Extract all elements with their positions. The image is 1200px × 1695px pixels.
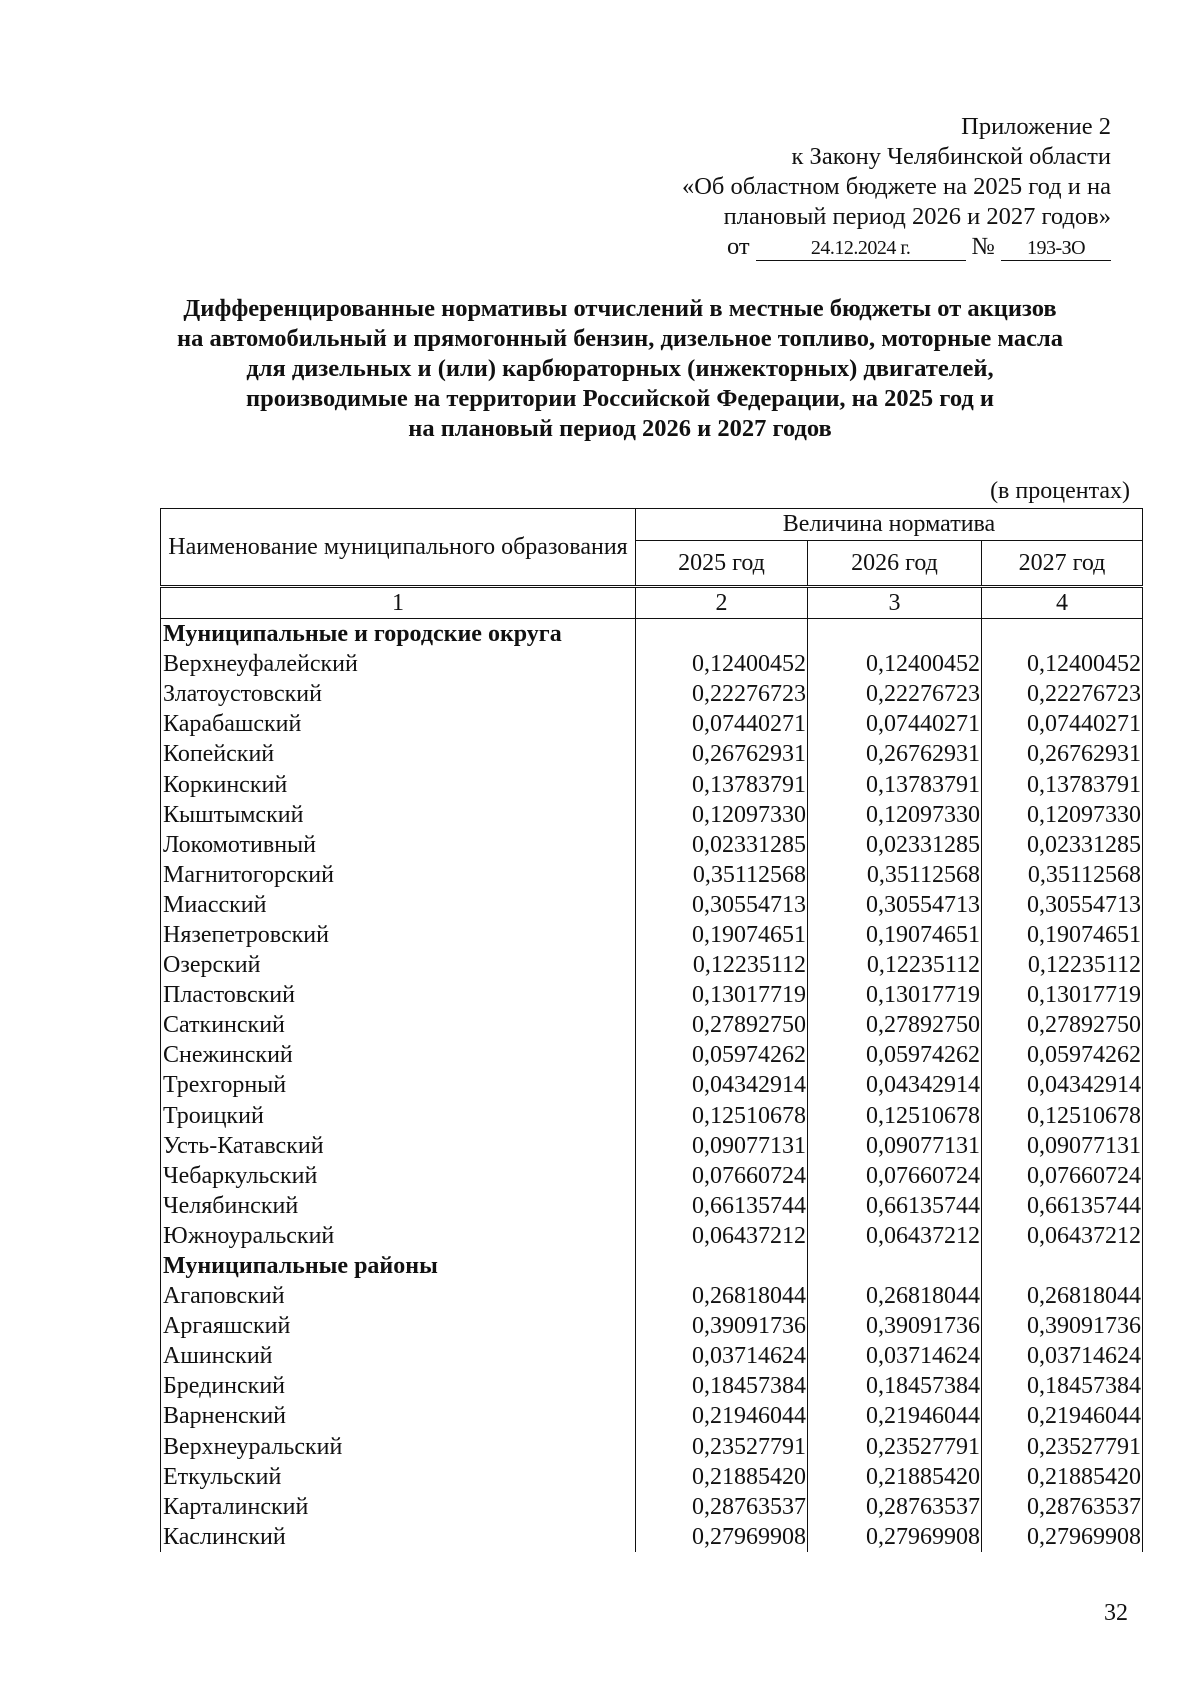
table-row xyxy=(161,649,1143,679)
norm-value-2027: 0,39091736 xyxy=(982,1311,1143,1341)
norm-value-2026: 0,39091736 xyxy=(808,1311,982,1341)
table-row xyxy=(161,1070,1143,1100)
norm-value-2027: 0,12097330 xyxy=(982,800,1143,830)
table-row xyxy=(161,1221,1143,1251)
municipality-name: Миасский xyxy=(161,890,636,920)
norm-value-2025: 0,26818044 xyxy=(636,1281,808,1311)
table-row xyxy=(161,830,1143,860)
appendix-line-4: плановый период 2026 и 2027 годов» xyxy=(723,203,1111,230)
table-row xyxy=(161,1492,1143,1522)
norm-value-2027: 0,35112568 xyxy=(982,860,1143,890)
norm-value-2027: 0,18457384 xyxy=(982,1371,1143,1401)
norm-value-2026: 0,18457384 xyxy=(808,1371,982,1401)
norm-value-2025: 0,13783791 xyxy=(636,769,808,799)
municipality-name: Усть-Катавский xyxy=(161,1131,636,1161)
section-title: Муниципальные районы xyxy=(161,1251,636,1281)
municipality-name: Златоустовский xyxy=(161,679,636,709)
municipality-name: Нязепетровский xyxy=(161,920,636,950)
table-row xyxy=(161,709,1143,739)
norm-value-2026: 0,26762931 xyxy=(808,739,982,769)
norm-value-2025: 0,30554713 xyxy=(636,890,808,920)
table-row xyxy=(161,800,1143,830)
table-row xyxy=(161,1432,1143,1462)
norm-value-2027: 0,22276723 xyxy=(982,679,1143,709)
norm-value-2025: 0,23527791 xyxy=(636,1432,808,1462)
municipality-name: Кыштымский xyxy=(161,800,636,830)
municipality-name: Пластовский xyxy=(161,980,636,1010)
law-number: 193-ЗО xyxy=(1001,236,1111,261)
municipality-name: Агаповский xyxy=(161,1281,636,1311)
municipality-name: Челябинский xyxy=(161,1191,636,1221)
norm-value-2027: 0,09077131 xyxy=(982,1131,1143,1161)
municipality-name: Коркинский xyxy=(161,769,636,799)
norm-value-2027: 0,27969908 xyxy=(982,1522,1143,1552)
norm-value-2026: 0,12510678 xyxy=(808,1101,982,1131)
norm-value-2026: 0,27892750 xyxy=(808,1010,982,1040)
norm-value-2025: 0,26762931 xyxy=(636,739,808,769)
column-number: 3 xyxy=(808,587,982,619)
norm-value-2026: 0,26818044 xyxy=(808,1281,982,1311)
table-row xyxy=(161,1131,1143,1161)
municipality-name: Каслинский xyxy=(161,1522,636,1552)
title-line-4: производимые на территории Российской Федерации, на 2025 год и xyxy=(246,385,994,412)
municipality-name: Копейский xyxy=(161,739,636,769)
norm-value-2026: 0,66135744 xyxy=(808,1191,982,1221)
norm-value-2025: 0,07660724 xyxy=(636,1161,808,1191)
table-row xyxy=(161,1311,1143,1341)
norm-value-2026: 0,22276723 xyxy=(808,679,982,709)
table-row xyxy=(161,1371,1143,1401)
table-row xyxy=(161,890,1143,920)
document-title xyxy=(140,294,1100,444)
municipality-name: Трехгорный xyxy=(161,1070,636,1100)
table-body xyxy=(161,619,1143,1552)
table-row xyxy=(161,1040,1143,1070)
norm-value-2025: 0,39091736 xyxy=(636,1311,808,1341)
norm-value-2025: 0,12235112 xyxy=(636,950,808,980)
norm-value-2027: 0,03714624 xyxy=(982,1341,1143,1371)
table-row xyxy=(161,1191,1143,1221)
norm-value-2025: 0,22276723 xyxy=(636,679,808,709)
norm-value-2026: 0,13783791 xyxy=(808,769,982,799)
municipality-name: Верхнеуфалейский xyxy=(161,649,636,679)
header-year-2027: 2027 год xyxy=(982,541,1143,587)
norm-value-2025: 0,07440271 xyxy=(636,709,808,739)
norm-value-2027: 0,12510678 xyxy=(982,1101,1143,1131)
norm-value-2026: 0,07440271 xyxy=(808,709,982,739)
section-row xyxy=(161,1251,1143,1281)
norm-value-2025: 0,35112568 xyxy=(636,860,808,890)
norm-value-2027: 0,19074651 xyxy=(982,920,1143,950)
column-number: 1 xyxy=(161,587,636,619)
municipality-name: Локомотивный xyxy=(161,830,636,860)
norm-value-2027 xyxy=(982,1251,1143,1281)
norm-value-2025: 0,12510678 xyxy=(636,1101,808,1131)
appendix-line-1: Приложение 2 xyxy=(961,113,1111,140)
norm-value-2025: 0,04342914 xyxy=(636,1070,808,1100)
number-prefix: № xyxy=(971,233,995,260)
table-row xyxy=(161,920,1143,950)
title-line-5: на плановый период 2026 и 2027 годов xyxy=(408,415,832,442)
norm-value-2026: 0,05974262 xyxy=(808,1040,982,1070)
norm-value-2027 xyxy=(982,619,1143,650)
municipality-name: Южноуральский xyxy=(161,1221,636,1251)
norm-value-2025: 0,09077131 xyxy=(636,1131,808,1161)
norm-value-2025: 0,05974262 xyxy=(636,1040,808,1070)
table-row xyxy=(161,1341,1143,1371)
norm-value-2027: 0,23527791 xyxy=(982,1432,1143,1462)
title-line-1: Дифференцированные нормативы отчислений в местные бюджеты от акцизов xyxy=(183,295,1057,322)
norm-value-2027: 0,27892750 xyxy=(982,1010,1143,1040)
norm-value-2025: 0,27892750 xyxy=(636,1010,808,1040)
norm-value-2026: 0,12235112 xyxy=(808,950,982,980)
norm-value-2026 xyxy=(808,619,982,650)
table-row xyxy=(161,1281,1143,1311)
norm-value-2026: 0,04342914 xyxy=(808,1070,982,1100)
law-date: 24.12.2024 г. xyxy=(756,236,966,261)
norm-value-2027: 0,21885420 xyxy=(982,1462,1143,1492)
column-number: 4 xyxy=(982,587,1143,619)
norm-value-2027: 0,04342914 xyxy=(982,1070,1143,1100)
norm-value-2027: 0,07660724 xyxy=(982,1161,1143,1191)
appendix-header xyxy=(682,112,1111,262)
norm-value-2025: 0,12097330 xyxy=(636,800,808,830)
section-title: Муниципальные и городские округа xyxy=(161,619,636,650)
norm-value-2027: 0,02331285 xyxy=(982,830,1143,860)
norm-value-2026: 0,12097330 xyxy=(808,800,982,830)
municipality-name: Брединский xyxy=(161,1371,636,1401)
header-norm-value: Величина норматива xyxy=(636,509,1143,541)
municipality-name: Озерский xyxy=(161,950,636,980)
table-row xyxy=(161,860,1143,890)
norm-value-2027: 0,66135744 xyxy=(982,1191,1143,1221)
municipality-name: Варненский xyxy=(161,1401,636,1431)
section-row xyxy=(161,619,1143,650)
norm-value-2026: 0,06437212 xyxy=(808,1221,982,1251)
table-row xyxy=(161,1161,1143,1191)
norm-value-2026: 0,13017719 xyxy=(808,980,982,1010)
norm-value-2025: 0,13017719 xyxy=(636,980,808,1010)
norm-value-2026 xyxy=(808,1251,982,1281)
norm-value-2025: 0,12400452 xyxy=(636,649,808,679)
norm-value-2027: 0,06437212 xyxy=(982,1221,1143,1251)
table-row xyxy=(161,950,1143,980)
title-line-3: для дизельных и (или) карбюраторных (инжекторных) двигателей, xyxy=(246,355,994,382)
title-line-2: на автомобильный и прямогонный бензин, дизельное топливо, моторные масла xyxy=(176,325,1064,352)
norm-value-2026: 0,30554713 xyxy=(808,890,982,920)
units-note: (в процентах) xyxy=(990,478,1130,504)
norm-value-2025: 0,02331285 xyxy=(636,830,808,860)
norm-value-2027: 0,28763537 xyxy=(982,1492,1143,1522)
norm-value-2026: 0,35112568 xyxy=(808,860,982,890)
norm-value-2026: 0,03714624 xyxy=(808,1341,982,1371)
municipality-name: Снежинский xyxy=(161,1040,636,1070)
municipality-name: Саткинский xyxy=(161,1010,636,1040)
norm-value-2026: 0,07660724 xyxy=(808,1161,982,1191)
norm-value-2027: 0,30554713 xyxy=(982,890,1143,920)
table-row xyxy=(161,679,1143,709)
table-row xyxy=(161,1462,1143,1492)
norm-value-2026: 0,27969908 xyxy=(808,1522,982,1552)
norms-table xyxy=(160,508,1143,1552)
municipality-name: Карталинский xyxy=(161,1492,636,1522)
municipality-name: Троицкий xyxy=(161,1101,636,1131)
norm-value-2027: 0,26762931 xyxy=(982,739,1143,769)
norm-value-2025: 0,19074651 xyxy=(636,920,808,950)
norm-value-2025: 0,27969908 xyxy=(636,1522,808,1552)
table-row xyxy=(161,739,1143,769)
norm-value-2026: 0,19074651 xyxy=(808,920,982,950)
appendix-line-2: к Закону Челябинской области xyxy=(791,143,1111,170)
table-row xyxy=(161,1010,1143,1040)
municipality-name: Верхнеуральский xyxy=(161,1432,636,1462)
municipality-name: Карабашский xyxy=(161,709,636,739)
norm-value-2025 xyxy=(636,619,808,650)
norm-value-2026: 0,09077131 xyxy=(808,1131,982,1161)
norm-value-2025: 0,66135744 xyxy=(636,1191,808,1221)
column-number: 2 xyxy=(636,587,808,619)
norm-value-2025: 0,03714624 xyxy=(636,1341,808,1371)
appendix-line-3: «Об областном бюджете на 2025 год и на xyxy=(681,173,1111,200)
norm-value-2026: 0,28763537 xyxy=(808,1492,982,1522)
norm-value-2027: 0,13783791 xyxy=(982,769,1143,799)
norm-value-2027: 0,21946044 xyxy=(982,1401,1143,1431)
header-year-2025: 2025 год xyxy=(636,541,808,587)
municipality-name: Еткульский xyxy=(161,1462,636,1492)
header-municipality: Наименование муниципального образования xyxy=(161,509,636,587)
municipality-name: Чебаркульский xyxy=(161,1161,636,1191)
header-year-2026: 2026 год xyxy=(808,541,982,587)
table-row xyxy=(161,1522,1143,1552)
municipality-name: Ашинский xyxy=(161,1341,636,1371)
law-reference xyxy=(682,232,1111,262)
norm-value-2025: 0,21946044 xyxy=(636,1401,808,1431)
municipality-name: Магнитогорский xyxy=(161,860,636,890)
table-row xyxy=(161,980,1143,1010)
norm-value-2027: 0,07440271 xyxy=(982,709,1143,739)
norm-value-2027: 0,26818044 xyxy=(982,1281,1143,1311)
norm-value-2025 xyxy=(636,1251,808,1281)
norm-value-2027: 0,05974262 xyxy=(982,1040,1143,1070)
norm-value-2027: 0,12235112 xyxy=(982,950,1143,980)
table-row xyxy=(161,1401,1143,1431)
norm-value-2027: 0,12400452 xyxy=(982,649,1143,679)
page-number: 32 xyxy=(1104,1600,1128,1626)
norm-value-2026: 0,23527791 xyxy=(808,1432,982,1462)
norm-value-2027: 0,13017719 xyxy=(982,980,1143,1010)
norm-value-2025: 0,21885420 xyxy=(636,1462,808,1492)
norm-value-2026: 0,02331285 xyxy=(808,830,982,860)
date-prefix: от xyxy=(726,233,750,260)
norm-value-2026: 0,12400452 xyxy=(808,649,982,679)
norm-value-2025: 0,28763537 xyxy=(636,1492,808,1522)
norm-value-2025: 0,06437212 xyxy=(636,1221,808,1251)
table-row xyxy=(161,769,1143,799)
norm-value-2026: 0,21946044 xyxy=(808,1401,982,1431)
municipality-name: Аргаяшский xyxy=(161,1311,636,1341)
norm-value-2026: 0,21885420 xyxy=(808,1462,982,1492)
norm-value-2025: 0,18457384 xyxy=(636,1371,808,1401)
table-row xyxy=(161,1101,1143,1131)
